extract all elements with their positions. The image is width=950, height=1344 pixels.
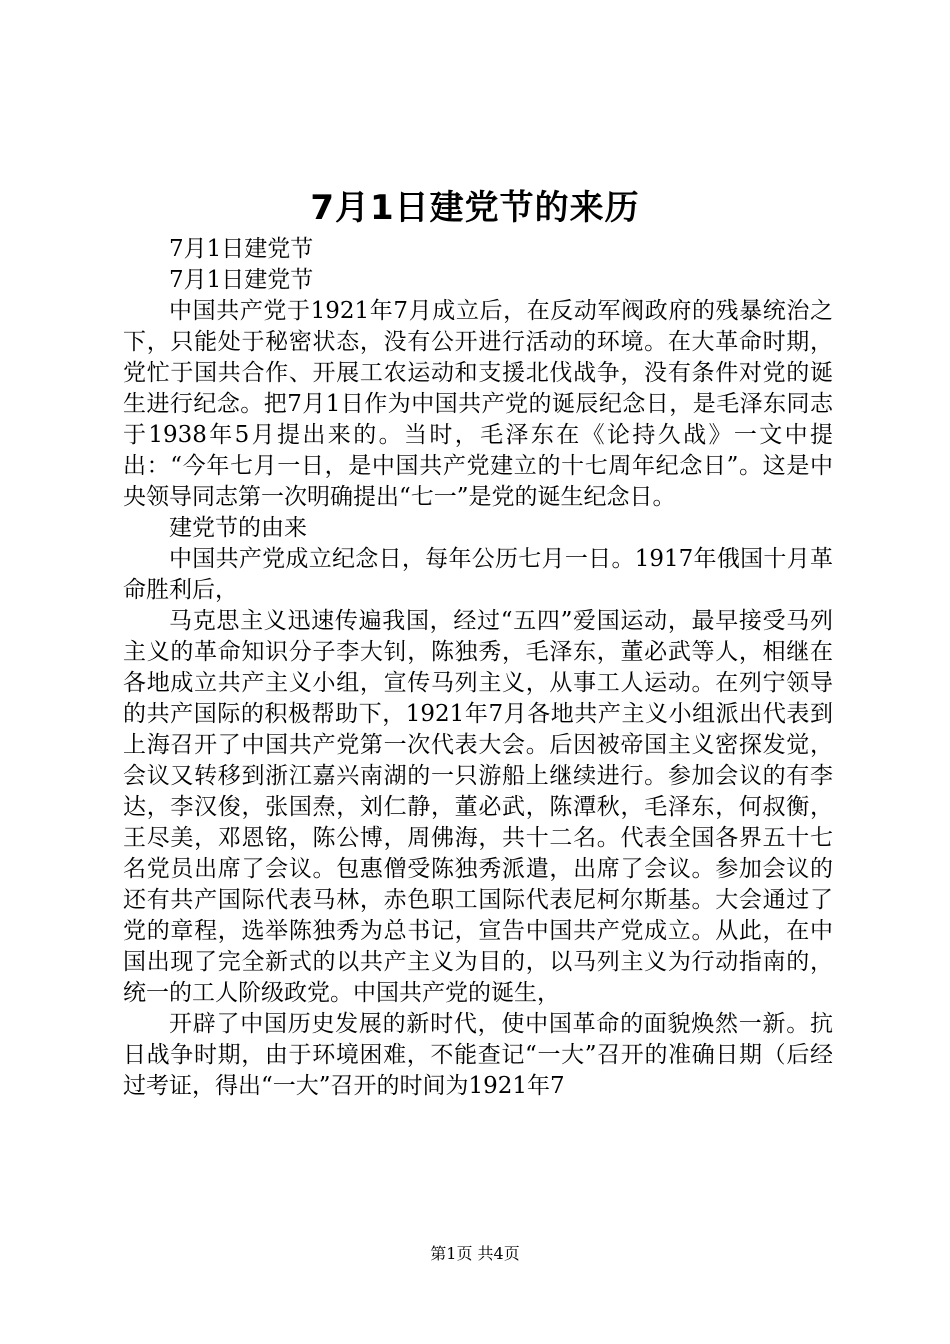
body-paragraph: 中国共产党成立纪念日，每年公历七月一日。1917年俄国十月革命胜利后， (123, 546, 833, 603)
body-paragraph: 建党节的由来 (169, 515, 307, 541)
body-paragraph: 7月1日建党节 (169, 267, 314, 293)
body-paragraph: 中国共产党于1921年7月成立后，在反动军阀政府的残暴统治之下，只能处于秘密状态，没有公开进行活动的环境。在大革命时期，党忙于国共合作、开展工农运动和支援北伐战争，没有条件对党的诞生进行纪念。把7月1日作为中国共产党的诞辰纪念日，是毛泽东同志于1938年5月提出来的。当时，毛泽东在《论持久战》一文中提出：“今年七月一日，是中国共产党建立的十七周年纪念日”。这是中央领导同志第一次明确提出“七一”是党的诞生纪念日。 (123, 298, 833, 510)
body-paragraph: 开辟了中国历史发展的新时代，使中国革命的面貌焕然一新。抗日战争时期，由于环境困难，不能查记“一大”召开的准确日期（后经过考证，得出“一大”召开的时间为1921年7 (123, 1011, 833, 1099)
page-footer: 第1页 共4页 (430, 1244, 520, 1263)
document-body (123, 234, 833, 1102)
body-paragraph: 马克思主义迅速传遍我国，经过“五四”爱国运动，最早接受马列主义的革命知识分子李大钊，陈独秀，毛泽东，董必武等人，相继在各地成立共产主义小组，宣传马列主义，从事工人运动。在列宁领导的共产国际的积极帮助下，1921年7月各地共产主义小组派出代表到上海召开了中国共产党第一次代表大会。后因被帝国主义密探发觉，会议又转移到浙江嘉兴南湖的一只游船上继续进行。参加会议的有李达，李汉俊，张国焘，刘仁静，董必武，陈潭秋，毛泽东，何叔衡，王尽美，邓恩铭，陈公博，周佛海，共十二名。代表全国各界五十七名党员出席了会议。包惠僧受陈独秀派遣，出席了会议。参加会议的还有共产国际代表马林，赤色职工国际代表尼柯尔斯基。大会通过了党的章程，选举陈独秀为总书记，宣告中国共产党成立。从此，在中国出现了完全新式的以共产主义为目的，以马列主义为行动指南的，统一的工人阶级政党。中国共产党的诞生， (123, 608, 833, 1006)
document-title: 7月1日建党节的来历 (310, 188, 640, 228)
body-paragraph: 7月1日建党节 (169, 236, 314, 262)
